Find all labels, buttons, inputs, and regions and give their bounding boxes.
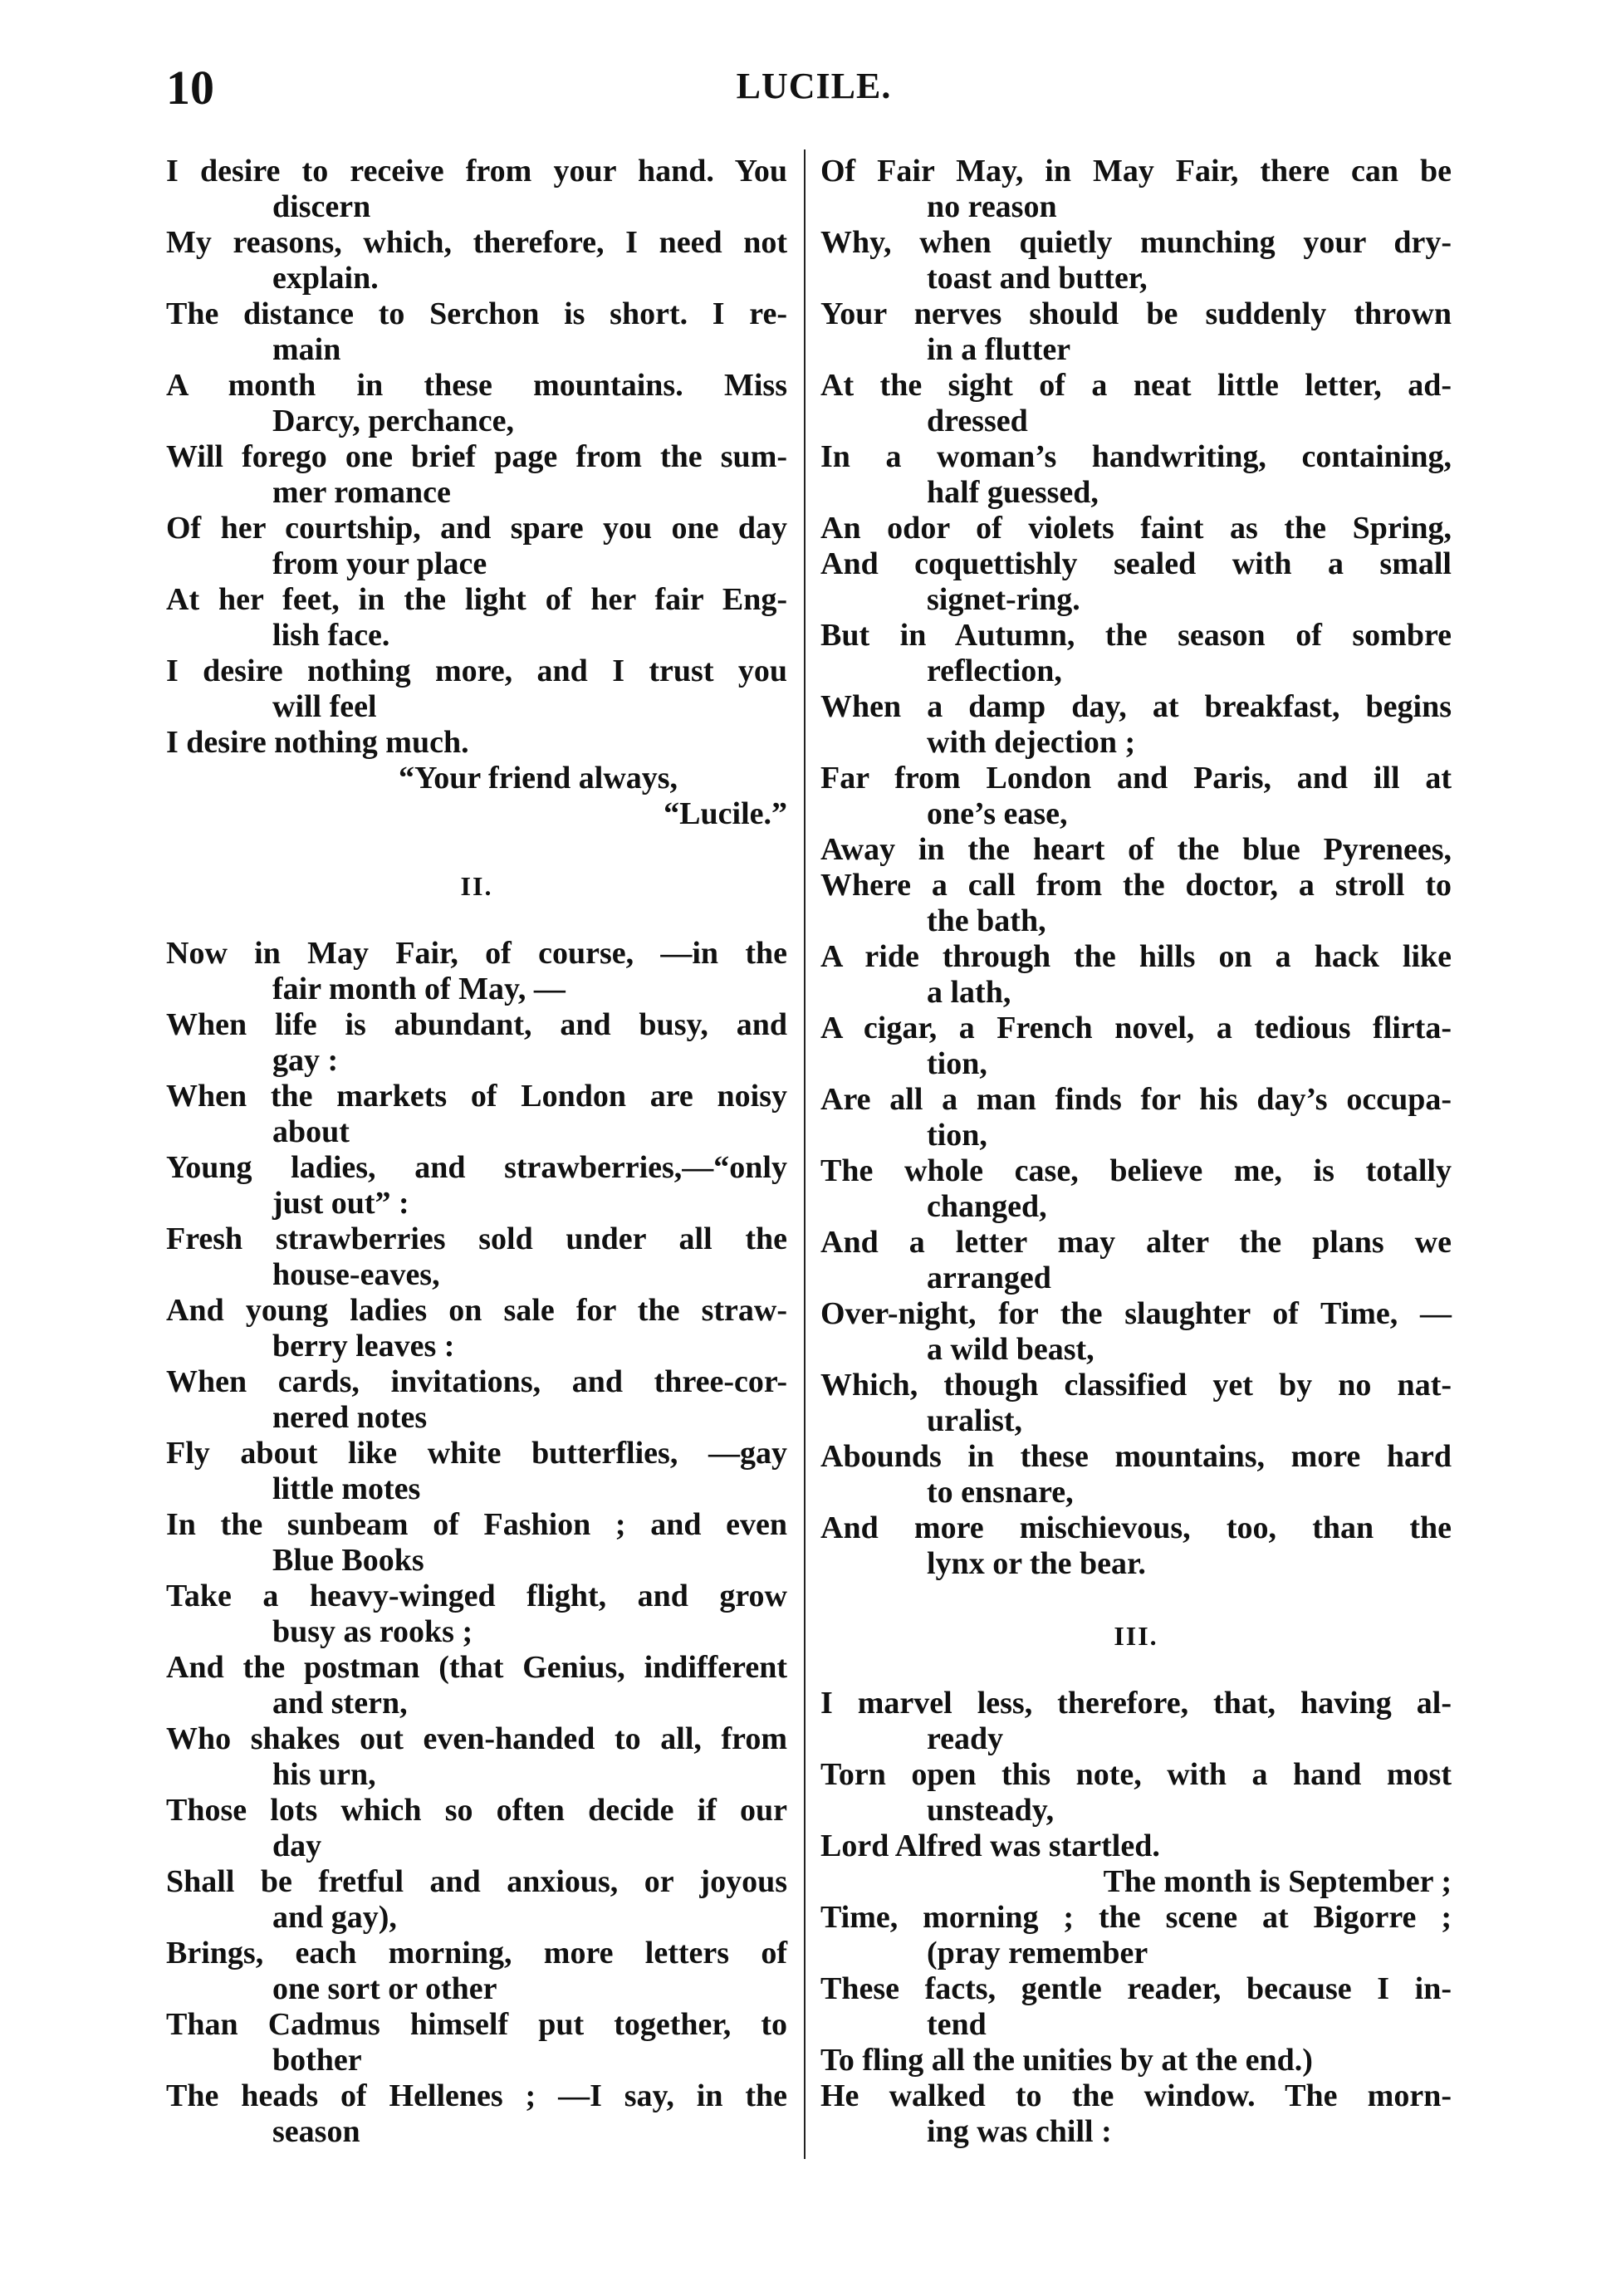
verse-line: Of her courtship, and spare you one day [166,511,787,546]
verse-line: lish face. [272,618,390,653]
verse-line: Who shakes out even-handed to all, from [166,1721,787,1756]
verse-line: When the markets of London are noisy [166,1079,787,1114]
verse-line: fair month of May, — [272,972,566,1006]
verse-line: uralist, [927,1403,1023,1438]
verse-line: “Lucile.” [664,796,787,831]
right-column [820,154,1452,2150]
verse-line: Will forego one brief page from the sum- [166,439,787,474]
verse-line: Than Cadmus himself put together, to [166,2007,787,2042]
verse-line: busy as rooks ; [272,1614,473,1649]
section-number: III. [1114,1621,1158,1651]
verse-line: nered notes [272,1400,428,1435]
verse-line: A cigar, a French novel, a tedious flirta- [820,1011,1452,1045]
left-column [166,154,787,2150]
verse-line: But in Autumn, the season of sombre [820,618,1452,653]
verse-line: And coquettishly sealed with a small [820,546,1452,581]
verse-line: To fling all the unities by at the end.) [820,2043,1313,2078]
verse-line: Which, though classified yet by no nat- [820,1368,1452,1403]
verse-line: An odor of violets faint as the Spring, [820,511,1452,546]
verse-line: In a woman’s handwriting, containing, [820,439,1452,474]
verse-line: lynx or the bear. [927,1546,1146,1581]
verse-line: In the sunbeam of Fashion ; and even [166,1507,787,1542]
verse-line: The whole case, believe me, is totally [820,1153,1452,1188]
verse-line: his urn, [272,1757,376,1792]
verse-line: Take a heavy-winged flight, and grow [166,1579,787,1613]
verse-line: about [272,1114,350,1149]
verse-line: Lord Alfred was startled. [820,1828,1160,1863]
verse-line: Blue Books [272,1543,424,1578]
verse-line: Brings, each morning, more letters of [166,1936,787,1970]
verse-line: mer romance [272,475,451,510]
verse-line: one’s ease, [927,796,1068,831]
verse-line: Young ladies, and strawberries,—“only [166,1150,787,1185]
verse-line: day [272,1828,322,1863]
verse-line: Why, when quietly munching your dry- [820,225,1452,260]
verse-line: Far from London and Paris, and ill at [820,761,1452,796]
verse-line: Where a call from the doctor, a stroll to [820,868,1452,903]
verse-line: a lath, [927,975,1011,1010]
verse-line: gay : [272,1043,339,1078]
verse-line: I desire nothing more, and I trust you [166,654,787,688]
verse-line: toast and butter, [927,261,1148,296]
verse-line: When life is abundant, and busy, and [166,1007,787,1042]
verse-line: The month is September ; [1103,1864,1452,1899]
verse-line: And the postman (that Genius, indifferent [166,1650,787,1685]
verse-line: tion, [927,1118,987,1153]
verse-line: And a letter may alter the plans we [820,1225,1452,1260]
verse-line: with dejection ; [927,725,1136,760]
verse-line: dressed [927,404,1028,438]
verse-line: explain. [272,261,379,296]
verse-line: the bath, [927,903,1046,938]
verse-line: signet-ring. [927,582,1080,617]
verse-line: And young ladies on sale for the straw- [166,1293,787,1328]
verse-line: Are all a man finds for his day’s occupa- [820,1082,1452,1117]
verse-line: (pray remember [927,1936,1148,1970]
verse-line: reflection, [927,654,1062,688]
verse-line: one sort or other [272,1971,497,2006]
verse-line: Over-night, for the slaughter of Time, — [820,1296,1452,1331]
verse-line: Darcy, perchance, [272,404,514,438]
verse-line: Now in May Fair, of course, —in the [166,936,787,971]
verse-line: Fly about like white butterflies, —gay [166,1436,787,1471]
verse-line: The distance to Serchon is short. I re- [166,296,787,331]
verse-line: and stern, [272,1686,408,1721]
verse-line: tion, [927,1046,987,1081]
verse-line: Away in the heart of the blue Pyrenees, [820,832,1452,867]
verse-line: Fresh strawberries sold under all the [166,1221,787,1256]
verse-line: a wild beast, [927,1332,1094,1367]
verse-line: My reasons, which, therefore, I need not [166,225,787,260]
verse-line: Abounds in these mountains, more hard [820,1439,1452,1474]
verse-line: When a damp day, at breakfast, begins [820,689,1452,724]
page-header [166,60,1462,135]
verse-line: half guessed, [927,475,1099,510]
verse-line: to ensnare, [927,1475,1074,1510]
verse-line: changed, [927,1189,1047,1224]
page-number: 10 [166,61,214,115]
verse-line: and gay), [272,1900,397,1935]
verse-line: main [272,332,341,367]
verse-line: unsteady, [927,1793,1055,1828]
verse-line: “Your friend always, [399,761,678,796]
verse-line: house-eaves, [272,1257,440,1292]
verse-line: bother [272,2043,362,2078]
verse-line: ready [927,1721,1004,1756]
verse-line: Time, morning ; the scene at Bigorre ; [820,1900,1452,1935]
verse-line: At the sight of a neat little letter, ad- [820,368,1452,403]
verse-line: will feel [272,689,377,724]
verse-line: The heads of Hellenes ; —I say, in the [166,2078,787,2113]
verse-line: tend [927,2007,987,2042]
verse-line: from your place [272,546,487,581]
verse-line: no reason [927,189,1057,224]
verse-line: Of Fair May, in May Fair, there can be [820,154,1452,188]
section-number: II. [460,871,493,901]
verse-line: Torn open this note, with a hand most [820,1757,1452,1792]
column-divider [804,149,806,2159]
verse-line: A month in these mountains. Miss [166,368,787,403]
verse-line: Shall be fretful and anxious, or joyous [166,1864,787,1899]
verse-line: And more mischievous, too, than the [820,1510,1452,1545]
verse-line: When cards, invitations, and three-cor- [166,1364,787,1399]
verse-line: I desire nothing much. [166,725,469,760]
verse-line: just out” : [272,1186,409,1221]
verse-line: These facts, gentle reader, because I in- [820,1971,1452,2006]
verse-line: He walked to the window. The morn- [820,2078,1452,2113]
verse-line: At her feet, in the light of her fair Eng- [166,582,787,617]
verse-line: in a flutter [927,332,1071,367]
verse-line: A ride through the hills on a hack like [820,939,1452,974]
verse-line: little motes [272,1471,421,1506]
verse-line: berry leaves : [272,1329,455,1363]
running-head: LUCILE. [736,66,892,106]
verse-line: arranged [927,1261,1051,1295]
verse-line: season [272,2114,360,2149]
verse-line: I desire to receive from your hand. You [166,154,787,188]
verse-line: Your nerves should be suddenly thrown [820,296,1452,331]
verse-line: Those lots which so often decide if our [166,1793,787,1828]
verse-line: discern [272,189,371,224]
verse-line: I marvel less, therefore, that, having al- [820,1686,1452,1721]
verse-line: ing was chill : [927,2114,1112,2149]
